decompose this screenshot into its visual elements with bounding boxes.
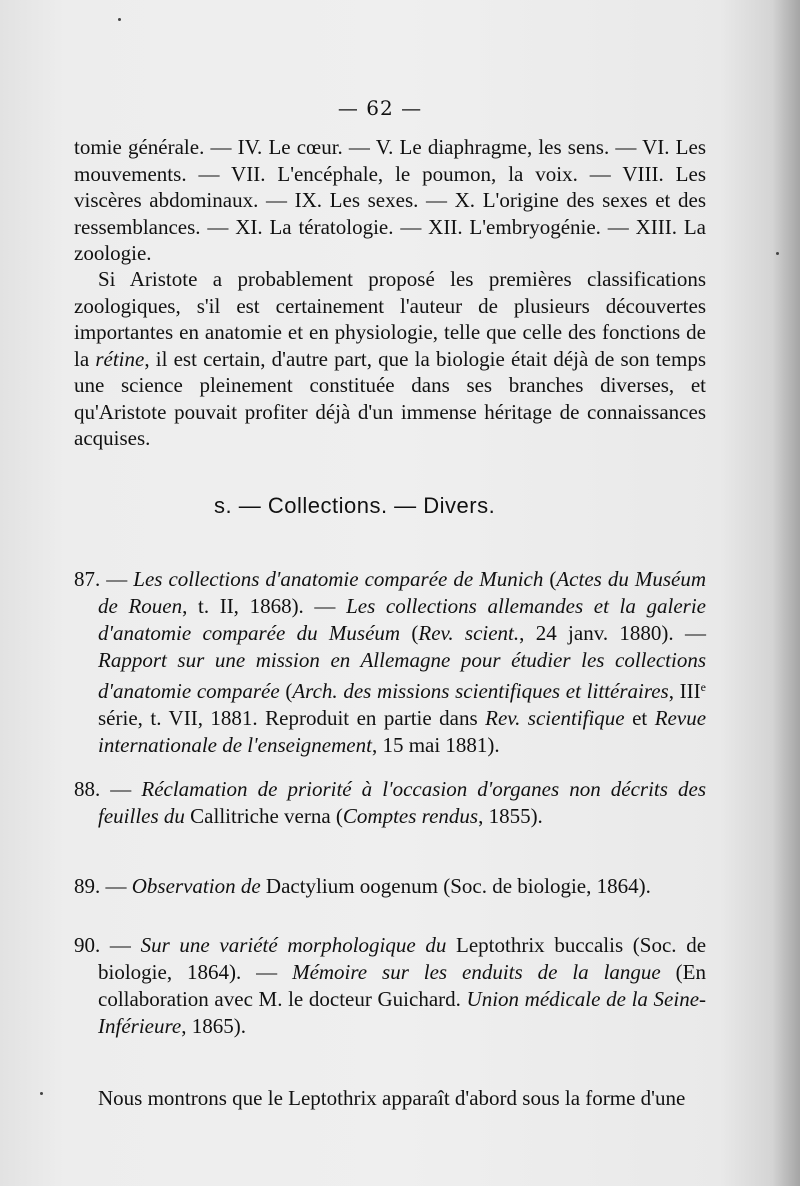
paper-speck bbox=[40, 1092, 43, 1095]
paragraph-anatomy-list: tomie générale. — IV. Le cœur. — V. Le diaphragme, les sens. — VI. Les mouvements. — VII. L'encéphale, le poumon, la voix. — VIII. Les viscères abdominaux. — IX. Les sexes. — X. L'origine des sexes et des ressemblances. — XI. La tératologie. — XII. L'embryogénie. — XIII. La zoologie. bbox=[74, 135, 706, 265]
paper-speck bbox=[118, 18, 121, 21]
paragraph-leptothrix: Nous montrons que le Leptothrix apparaît d'abord sous la forme d'une bbox=[98, 1086, 686, 1110]
section-title: s. — Collections. — Divers. bbox=[214, 493, 496, 518]
page-number: — 62 — bbox=[337, 96, 423, 120]
page-gutter-shadow bbox=[772, 0, 800, 1186]
paper-speck bbox=[776, 252, 779, 255]
bibliography-entry-88: 88. — Réclamation de priorité à l'occasion d'organes non décrits des feuilles du Callitriche verna (Comptes rendus, 1855). bbox=[74, 777, 706, 828]
bibliography-entry-89: 89. — Observation de Dactylium oogenum (Soc. de biologie, 1864). bbox=[74, 874, 651, 898]
bibliography-entry-90: 90. — Sur une variété morphologique du Leptothrix buccalis (Soc. de biologie, 1864). — Mémoire sur les enduits de la langue (En collaboration avec M. le docteur Guichard. Union médicale de la Seine-Inférieure, 1865). bbox=[74, 933, 707, 1038]
bibliography-entry-87: 87. — Les collections d'anatomie comparée de Munich (Actes du Muséum de Rouen, t. II, 1868). — Les collections allemandes et la galerie d'anatomie comparée du Muséum (Rev. scient., 24 janv. 1880). — Rapport sur une mission en Allemagne pour étudier les collections d'anatomie comparée (Arch. des missions scientifiques et littéraires, IIIe série, t. VII, 1881. Reproduit en partie dans Rev. scientifique et Revue internationale de l'enseignement, 15 mai 1881). bbox=[74, 567, 707, 757]
paragraph-aristote: Si Aristote a probablement proposé les premières classifications zoologiques, s'il est certainement l'auteur de plusieurs découvertes importantes en anatomie et en physiologie, telle que celle des fonctions de la rétine, il est certain, d'autre part, que la biologie était déjà de son temps une science pleinement constituée dans ses branches diverses, et qu'Aristote pouvait profiter déjà d'un immense héritage de connaissances acquises. bbox=[74, 267, 706, 450]
